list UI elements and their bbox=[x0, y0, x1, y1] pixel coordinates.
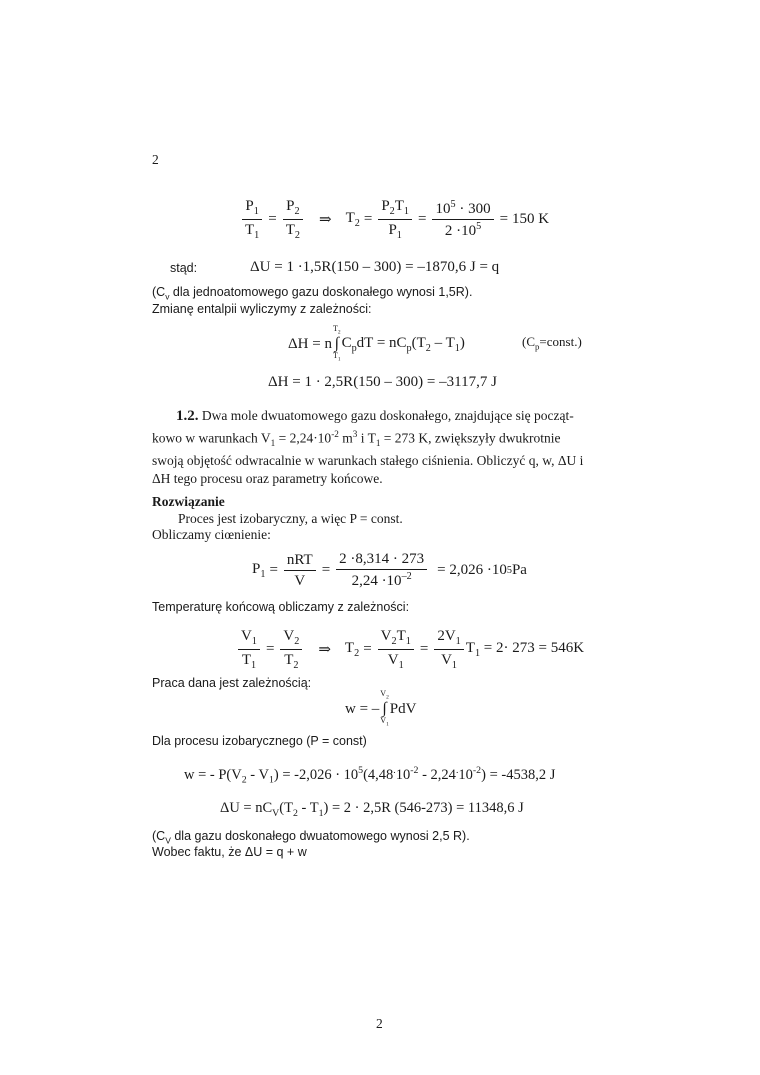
equation-temperature: $\frac{V_1}{T_1}$ = $\frac{V_2}{T_2}$ ⇒ $T_2$ = $\frac{V_2T_1}{V_1}$ = $\frac{2V_1}{V_1}$ $T_1 = 2\cdot 273 = 546K$ bbox=[236, 627, 584, 672]
isobaric-line: Proces jest izobaryczny, a więc P = const. bbox=[178, 511, 403, 526]
equation-delta-u-1: ΔU = 1 ·1,5R(150 – 300) = –1870,6 J = q bbox=[250, 259, 500, 275]
equation-work-result: w = - $P(V_2 - V_1) = -2,026 \cdot 10^5(4,48^.10^{-2} - 2,24^.10^{-2}) = -4538,2$ J bbox=[184, 765, 556, 786]
header-page-number: 2 bbox=[152, 152, 159, 167]
temperature-intro: Temperaturę końcową obliczamy z zależności: bbox=[152, 600, 410, 614]
solution-heading: Rozwiązanie bbox=[152, 494, 225, 509]
work-intro: Praca dana jest zależnością: bbox=[152, 676, 312, 690]
pressure-intro: Obliczamy ciœnienie: bbox=[152, 527, 271, 542]
equation-gay-lussac: $\frac{P_1}{T_1}$ = $\frac{P_2}{T_2}$ ⇒ $T_2$ = $\frac{P_2T_1}{P_1}$ = $\frac{10^5 \cdot 300}{2 \cdot 10^5}$ = 150 K bbox=[240, 197, 549, 242]
wobec-line: Wobec faktu, że ΔU = q + w bbox=[152, 845, 307, 859]
cv-note-2: ($C_V$ dla gazu doskonałego dwuatomowego wynosi 2,5 R). bbox=[152, 829, 470, 846]
implies-arrow-icon: ⇒ bbox=[319, 212, 332, 229]
equation-enthalpy-integral: ΔH = n $T_2$ ∫ $T_1$ $C_pdT = nC_p(T_2 - T_1)$ bbox=[288, 324, 465, 363]
equation-delta-h: ΔH = 1 · 2,5R(150 – 300) = –3117,7 J bbox=[268, 374, 497, 390]
equation-pressure: $P_1$ = $\frac{\text{nRT}}{V}$ = $\frac{2 \cdot 8,314 \cdot 273}{2,24 \cdot 10^{-2}}$ = 2,026 ·10 5 Pa bbox=[252, 551, 527, 589]
enthalpy-intro: Zmianę entalpii wyliczymy z zależności: bbox=[152, 302, 372, 316]
implies-arrow-icon: ⇒ bbox=[318, 642, 331, 659]
isobaric-process-line: Dla procesu izobarycznego (P = const) bbox=[152, 734, 367, 748]
equation-work-integral: w = – $V_2$ ∫ $V_1$ PdV bbox=[345, 689, 417, 728]
problem-statement: 1.2. Dwa mole dwuatomowego gazu doskonałego, znajdujące się począt- kowo w warunkach $V_1 = 2,24\cdot 10^{-2}$ $m^3$ i $T_1 = 273$ K, zwiększyły dwukrotnie swoją objętość odwracalnie w warunkach stałego ciśnienia. Obliczyć q, w, ΔU i ΔH tego procesu oraz parametry końcowe. bbox=[152, 408, 584, 487]
cp-const-note: $(C_p=const.)$ bbox=[522, 334, 582, 352]
cv-note-1: ($C_v$ dla jednoatomowego gazu doskonałego wynosi 1,5R). bbox=[152, 285, 473, 302]
equation-delta-u-2: $\Delta U = nC_V(T_2 - T_1) = 2 \cdot 2,5R$ (546-273) = 11348,6 J bbox=[220, 800, 524, 819]
problem-number: 1.2. bbox=[176, 408, 199, 424]
stad-label: stąd: bbox=[170, 261, 198, 275]
footer-page-number: 2 bbox=[376, 1016, 383, 1031]
